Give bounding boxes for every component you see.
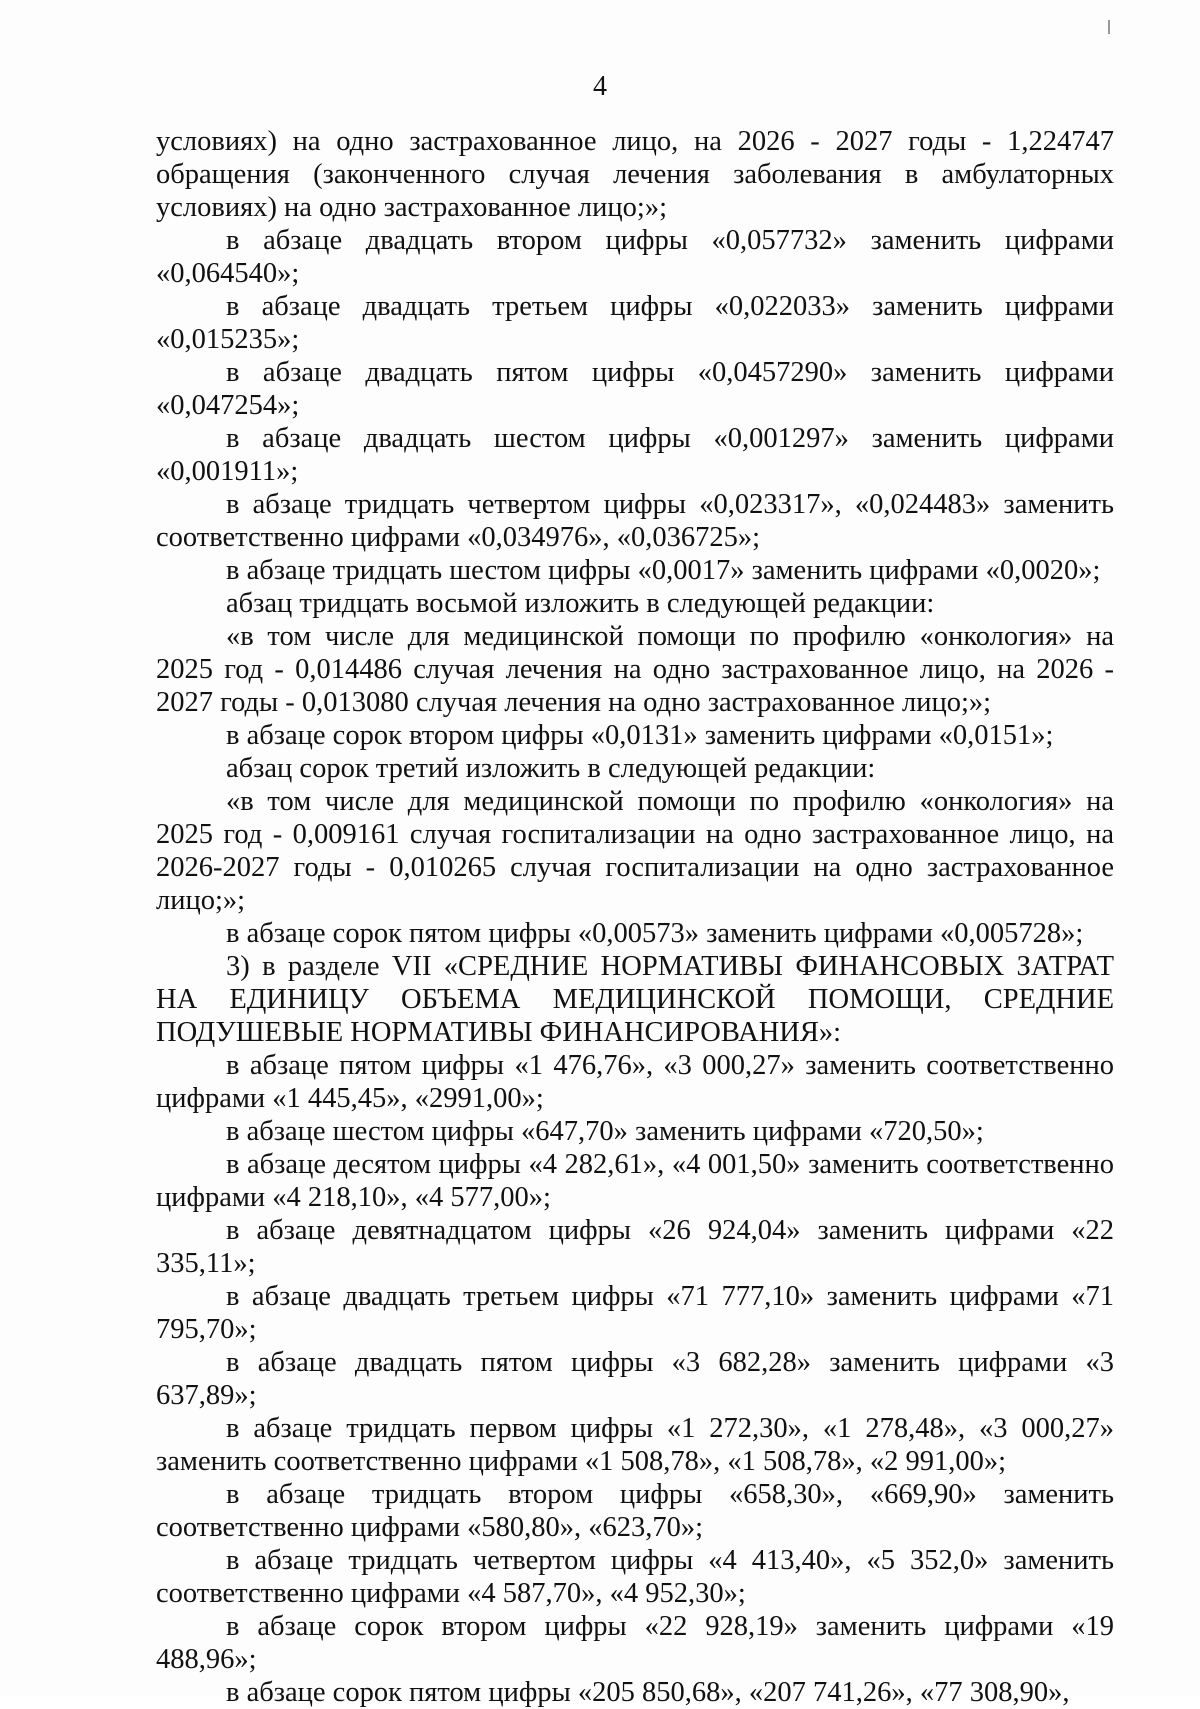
paragraph: в абзаце двадцать третьем цифры «71 777,10» заменить цифрами «71 795,70»;: [156, 1281, 1114, 1345]
document-body: [156, 125, 1114, 1709]
section-heading-paragraph: 3) в разделе VII «СРЕДНИЕ НОРМАТИВЫ ФИНАНСОВЫХ ЗАТРАТ НА ЕДИНИЦУ ОБЪЕМА МЕДИЦИНСКОЙ ПОМОЩИ, СРЕДНИЕ ПОДУШЕВЫЕ НОРМАТИВЫ ФИНАНСИРОВАНИЯ»:: [156, 951, 1114, 1048]
paragraph: в абзаце сорок пятом цифры «0,00573» заменить цифрами «0,005728»;: [226, 918, 1084, 949]
paragraph: в абзаце сорок втором цифры «0,0131» заменить цифрами «0,0151»;: [226, 720, 1054, 751]
paragraph: в абзаце двадцать пятом цифры «3 682,28» заменить цифрами «3 637,89»;: [156, 1347, 1114, 1411]
paragraph: в абзаце двадцать шестом цифры «0,001297» заменить цифрами «0,001911»;: [156, 423, 1114, 487]
paragraph: в абзаце двадцать третьем цифры «0,022033» заменить цифрами «0,015235»;: [156, 291, 1114, 355]
quoted-paragraph: «в том числе для медицинской помощи по профилю «онкология» на 2025 год - 0,009161 случая госпитализации на одно застрахованное лицо, на 2026-2027 годы - 0,010265 случая госпитализации на одно застрахованное лицо;»;: [156, 786, 1114, 916]
paragraph: в абзаце тридцать втором цифры «658,30», «669,90» заменить соответственно цифрами «580,80», «623,70»;: [156, 1479, 1114, 1543]
page-number: 4: [593, 71, 607, 102]
paragraph: в абзаце десятом цифры «4 282,61», «4 001,50» заменить соответственно цифрами «4 218,10», «4 577,00»;: [156, 1149, 1114, 1213]
paragraph: абзац тридцать восьмой изложить в следующей редакции:: [226, 588, 935, 619]
paragraph: в абзаце сорок втором цифры «22 928,19» заменить цифрами «19 488,96»;: [156, 1611, 1114, 1675]
paragraph: в абзаце тридцать первом цифры «1 272,30», «1 278,48», «3 000,27» заменить соответственно цифрами «1 508,78», «1 508,78», «2 991,00»;: [156, 1413, 1114, 1477]
scan-mark: [1108, 20, 1110, 34]
quoted-paragraph: «в том числе для медицинской помощи по профилю «онкология» на 2025 год - 0,014486 случая лечения на одно застрахованное лицо, на 2026 - 2027 годы - 0,013080 случая лечения на одно застрахованное лицо;»;: [156, 621, 1114, 718]
paragraph: в абзаце тридцать четвертом цифры «0,023317», «0,024483» заменить соответственно цифрами «0,034976», «0,036725»;: [156, 489, 1114, 553]
paragraph: в абзаце пятом цифры «1 476,76», «3 000,27» заменить соответственно цифрами «1 445,45», «2991,00»;: [156, 1050, 1114, 1114]
paragraph: в абзаце девятнадцатом цифры «26 924,04» заменить цифрами «22 335,11»;: [156, 1215, 1114, 1279]
paragraph: абзац сорок третий изложить в следующей редакции:: [226, 753, 876, 784]
paragraph: в абзаце тридцать шестом цифры «0,0017» заменить цифрами «0,0020»;: [226, 555, 1101, 586]
paragraph: в абзаце двадцать пятом цифры «0,0457290» заменить цифрами «0,047254»;: [156, 357, 1114, 421]
paragraph-continuation: условиях) на одно застрахованное лицо, на 2026 - 2027 годы - 1,224747 обращения (законченного случая лечения заболевания в амбулаторных условиях) на одно застрахованное лицо;»;: [156, 126, 1114, 223]
paragraph: в абзаце двадцать втором цифры «0,057732» заменить цифрами «0,064540»;: [156, 225, 1114, 289]
paragraph: в абзаце тридцать четвертом цифры «4 413,40», «5 352,0» заменить соответственно цифрами «4 587,70», «4 952,30»;: [156, 1545, 1114, 1609]
paragraph: в абзаце шестом цифры «647,70» заменить цифрами «720,50»;: [226, 1116, 984, 1147]
paragraph: в абзаце сорок пятом цифры «205 850,68», «207 741,26», «77 308,90»,: [226, 1677, 1070, 1708]
